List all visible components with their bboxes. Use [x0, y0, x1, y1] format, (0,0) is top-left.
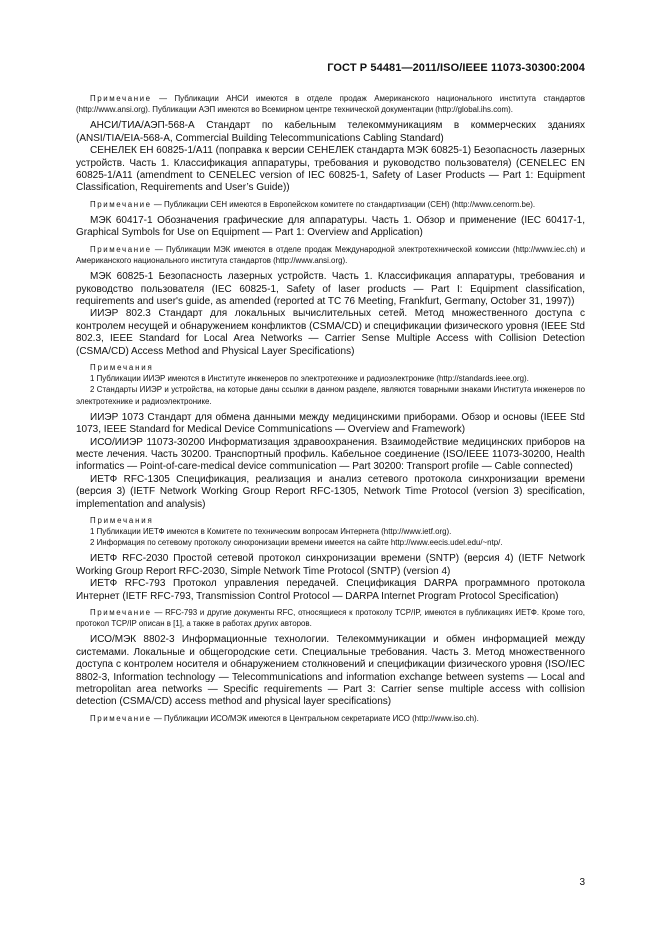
note-text: — Публикации МЭК имеются в отделе продаж Международной электротехнической комиссии (http://www.iec.ch) и Американского национального института стандартов (http://www.ansi.org). [76, 244, 585, 266]
ref-rfc-2030: ИЕТФ RFC-2030 Простой сетевой протокол синхронизации времени (SNTP) (версия 4) (IETF Network Working Group Report RFC-2030, Simple Network Time Protocol (SNTP) (version 4) [76, 553, 585, 577]
note-text: — Публикации АНСИ имеются в отделе продаж Американского национального института стандартов (http://www.ansi.org). Публикации АЭП имеются во Всемирном центре технической документации (http://global.ihs.com). [76, 94, 585, 115]
ref-rfc-1305: ИЕТФ RFC-1305 Спецификация, реализация и анализ сетевого протокола синхронизации времени (версия 3) (IETF Network Working Group Report RFC-1305, Network Time Protocol (version 3) specification, implementation and analysis) [76, 473, 585, 510]
normative-references [76, 93, 585, 729]
notes-heading: Примечания [90, 515, 154, 525]
note-ieee-1: 1 Публикации ИИЭР имеются в Институте инженеров по электротехнике и радиоэлектронике (http://standards.ieee.org). [90, 374, 529, 384]
ref-ieee-1073: ИИЭР 1073 Стандарт для обмена данными между медицинскими приборами. Обзор и основы (IEEE Std 1073, IEEE Standard for Medical Device Communications — Overview and Framework) [76, 411, 585, 436]
ref-iec-60825: МЭК 60825-1 Безопасность лазерных устройств. Часть 1. Классификация аппаратуры, требования и руководство пользователя (IEC 60825-1, Safety of laser products — Part I: Equipment classification, requirements and user's guide, as amended (reported at TC 76 Meeting, Frankfurt, Germany, October 31, 1997)) [76, 271, 585, 308]
ref-iso-8802-3: ИСО/МЭК 8802-3 Информационные технологии. Телекоммуникации и обмен информацией между системами. Локальные и общегородские сети. Специальные требования. Часть 3. Метод множественного доступа с контролем носителя и обнаружением столкновений и спецификации физического уровня (ISO/IEC 8802-3, Information technology — Telecommunications and information exchange between systems — Local and metropolitan area networks — Specific requirements — Part 3: Carrier sense multiple access with collision detection (CSMA/CD) access method and physical layer specifications) [76, 634, 585, 708]
note-text: — Публикации ИСО/МЭК имеются в Центральном секретариате ИСО (http://www.iso.ch). [153, 713, 479, 723]
note-rfc [76, 607, 585, 629]
ref-iec-60417: МЭК 60417-1 Обозначения графические для аппаратуры. Часть 1. Обзор и применение (IEC 60417-1, Graphical Symbols for Use on Equipment — Part 1: Overview and Application) [76, 215, 585, 239]
note-text: — RFC-793 и другие документы RFC, относящиеся к протоколу TCP/IP, имеются в публикациях ИЕТФ. Кроме того, протокол TCP/IP описан в [1], а также в работах других авторов. [76, 608, 585, 629]
page-number: 3 [579, 877, 585, 888]
note-ietf-1: 1 Публикации ИЕТФ имеются в Комитете по техническим вопросам Интернета (http://www.ietf.org). [90, 526, 452, 536]
ref-ansi: АНСИ/ТИА/АЭП-568-А Стандарт по кабельным телекоммуникациям в коммерческих зданиях (ANSI/TIA/EIA-568-A, Commercial Building Telecommunications Cabling Standard) [76, 120, 585, 144]
note-label: Примечание [90, 244, 152, 254]
ref-rfc-793: ИЕТФ RFC-793 Протокол управления передачей. Спецификация DARPA программного протокола Интернет (IETF RFC-793, Transmission Control Protocol — DARPA Internet Program Protocol Specification) [76, 578, 585, 602]
note-cen [76, 199, 585, 210]
ref-iso-11073-30200: ИСО/ИИЭР 11073-30200 Информатизация здравоохранения. Взаимодействие медицинских приборов на месте лечения. Часть 30200. Транспортный профиль. Кабельное соединение (ISO/IEEE 11073-30200, Health informatics — Point-of-care-medical device communication — Part 30200: Transport profile — Cable connected) [76, 436, 585, 473]
ref-cenelec: СЕНЕЛЕК ЕН 60825-1/А11 (поправка к версии СЕНЕЛЕК стандарта МЭК 60825-1) Безопасность лазерных устройств. Часть 1. Классификация аппаратуры, требования и руководство пользователя) (CENELEC EN 60825-1/A11 (amendment to CENELEC version of IEC 60825-1, Safety of Laser Products — Part 1: Equipment Classification, Requirements and User’s Guide)) [76, 145, 585, 194]
note-label: Примечание [90, 608, 152, 617]
note-label: Примечание [90, 199, 152, 209]
note-ietf-2: 2 Информация по сетевому протоколу синхронизации времени имеется на сайте http://www.eecis.udel.edu/~ntp/. [90, 538, 503, 548]
ref-ieee-802-3: ИИЭР 802.3 Стандарт для локальных вычислительных сетей. Метод множественного доступа с контролем несущей и обнаружением конфликтов (CSMA/CD) и спецификации физического уровня (IEEE Std 802.3, IEEE Standard for Local Area Networks — Carrier Sense Multiple Access with Collision Detection (CSMA/CD) Access Method and Physical Layer Specifications) [76, 308, 585, 357]
note-text: — Публикации СЕН имеются в Европейском комитете по стандартизации (СЕН) (http://www.cenorm.be). [153, 199, 536, 209]
note-iso [76, 713, 585, 724]
note-ieee-2: 2 Стандарты ИИЭР и устройства, на которые даны ссылки в данном разделе, являются товарными знаками Института инженеров по электротехнике и радиоэлектронике. [76, 385, 585, 406]
note-label: Примечание [90, 94, 152, 103]
notes-heading: Примечания [90, 363, 154, 373]
document-header: ГОСТ Р 54481—2011/ISO/IEEE 11073-30300:2004 [327, 62, 585, 74]
note-label: Примечание [90, 713, 152, 723]
note-iec [76, 244, 585, 266]
note-ansi [76, 93, 585, 115]
